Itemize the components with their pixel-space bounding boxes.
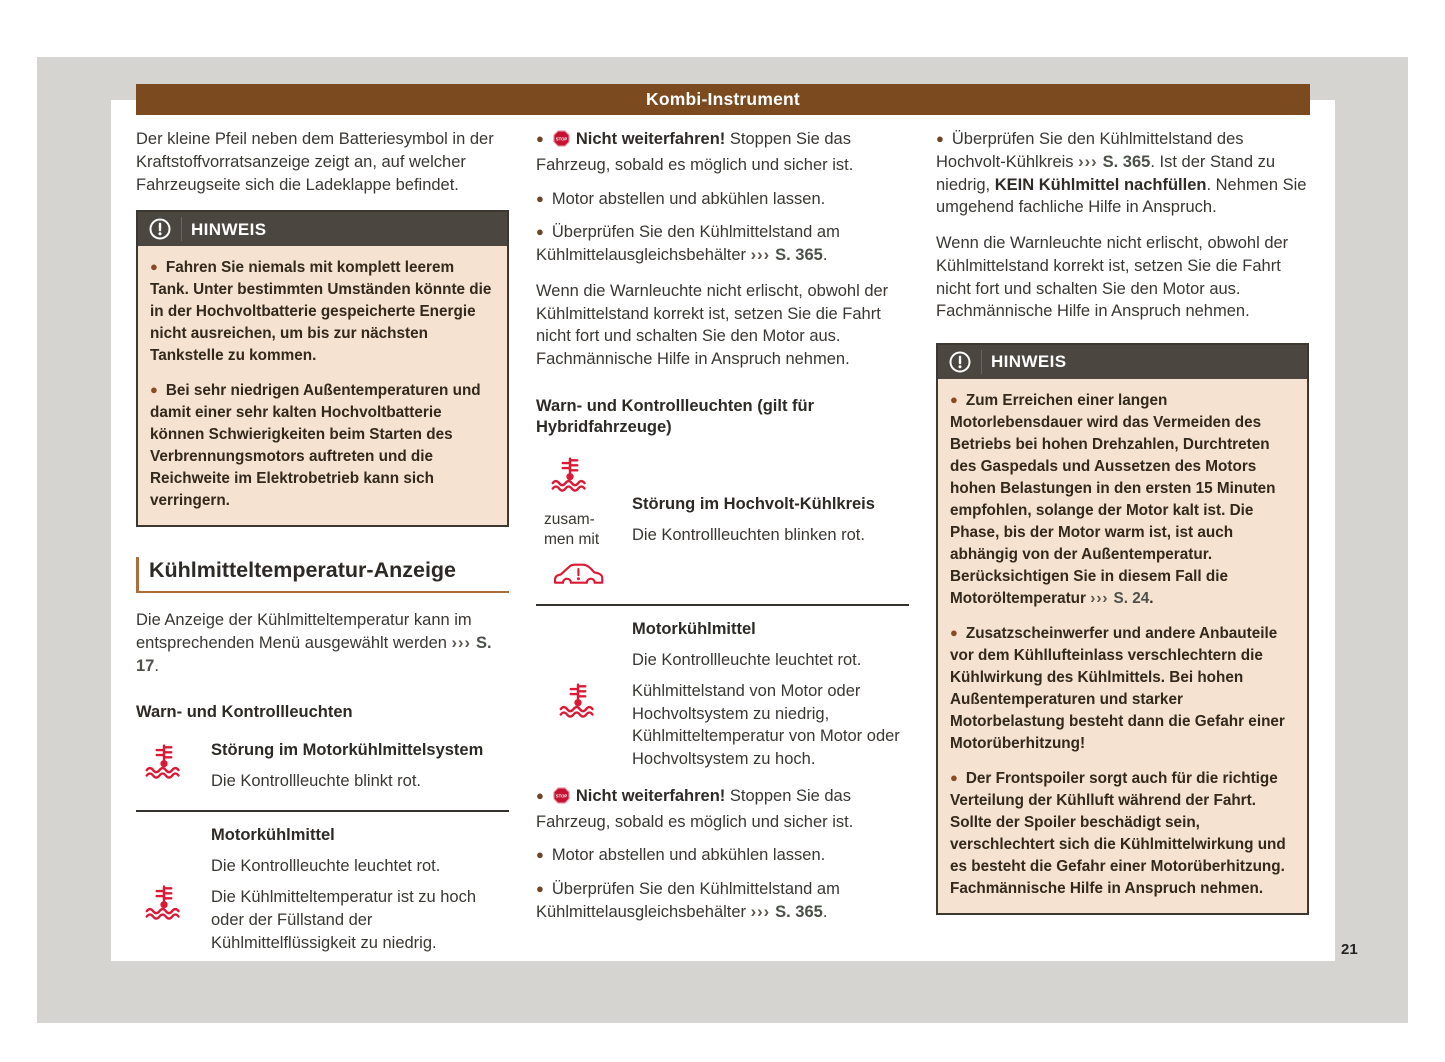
hinweis-body [938,379,1307,913]
hinweis-title: HINWEIS [191,219,267,239]
hinweis-item-text: Fahren Sie niemals mit komplett leerem Tank. Unter bestimmten Umständen könnte die in der Hochvoltbatterie gespeicherte Energie nicht ausreichen, um bis zur nächsten Tankstelle zu kommen. [150,259,492,365]
warning-paragraph: Wenn die Warnleuchte nicht erlischt, obwohl der Kühlmittelstand korrekt ist, setzen Sie die Fahrt nicht fort und schalten Sie den Motor aus. Fachmännische Hilfe in Anspruch nehmen. [936,234,1289,321]
warning-light-row [136,739,509,801]
hinweis-header [938,345,1307,379]
check-hv-mid: . Ist der Stand zu niedrig, [936,152,1276,194]
circled-exclamation-icon [948,350,982,374]
warning-light-row [136,824,509,962]
check-hv-text: Überprüfen Sie den Kühlmittelstand des Hochvolt-Kühlkreis [936,130,1244,171]
sentence-end: . [154,656,159,675]
action-bullet-check [536,878,909,924]
warning-lights-heading: Warn- und Kontrollleuchten [136,703,353,722]
stop-sign-icon [553,790,570,808]
action-bullet-cooldown [536,188,909,211]
stop-warning-rest: Stoppen Sie das Fahrzeug, sobald es möglich und sicher ist. [536,130,854,174]
column-right [936,128,1309,915]
warning-light-desc: Die Kontrollleuchte blinkt rot. [211,771,422,790]
bullet-icon: ● [950,625,958,641]
page-number: 21 [1341,941,1358,958]
hinweis-item [150,257,495,367]
page-ref-link-s365[interactable]: S. 365 [775,902,823,921]
warning-light-desc: Die Kontrollleuchte leuchtet rot. [211,857,441,876]
sentence-end: . [1149,590,1154,608]
cross-ref-chevrons: ››› [1090,590,1109,608]
cross-ref-chevrons: ››› [750,246,771,265]
warning-light-desc: Die Kontrollleuchte leuchtet rot. [632,651,862,670]
hinweis-item [950,390,1295,610]
chapter-header-bar [136,84,1310,115]
action-bullet-stop [536,128,909,177]
section-intro-paragraph [136,609,509,677]
check-hv-end: . Nehmen Sie umgehend fachliche Hilfe in Anspruch. [936,175,1307,217]
hinweis-header [138,212,507,246]
bullet-icon: ● [150,259,158,275]
check-hv-coolant-bullet [936,128,1309,219]
no-refill-bold: KEIN Kühlmittel nachfüllen [994,175,1207,194]
bullet-icon: ● [936,131,944,146]
stop-warning-rest: Stoppen Sie das Fahrzeug, sobald es möglich und sicher ist. [536,786,854,831]
column-middle [536,128,909,935]
warning-light-desc: Die Kühlmitteltemperatur ist zu hoch oder der Füllstand der Kühlmittelflüssigkeit zu niedrig. [211,887,477,952]
hinweis-item-text: Zusatzscheinwerfer und andere Anbauteile vor dem Kühllufteinlass verschlechtern die Kühlwirkung des Kühlmittels. Bei hohen Außentemperaturen und starker Motorbelastung besteht dann die Gefahr einer Motorüberhitzung! [950,625,1285,753]
car-warning-icon [550,558,614,594]
action-bullet-cooldown [536,844,909,867]
circled-exclamation-icon [148,217,182,241]
bullet-icon: ● [950,392,958,408]
hinweis-item-text: Bei sehr niedrigen Außentemperaturen und damit einer sehr kalten Hochvoltbatterie können Schwierigkeiten beim Starten des Verbrennungsmotors auftreten und die Reichweite im Elektrobetrieb kann sich verringern. [150,382,481,510]
bullet-icon: ● [536,131,544,146]
stop-warning-bold: Nicht weiterfahren! [575,786,726,805]
bullet-icon: ● [536,881,544,897]
chapter-title: Kombi-Instrument [646,89,800,109]
sentence-end: . [822,902,828,921]
hinweis-body [138,246,507,525]
page-ref-link-s365[interactable]: S. 365 [775,246,823,265]
stop-sign-icon [553,133,570,151]
cross-ref-chevrons: ››› [1078,152,1098,171]
coolant-warning-icon [136,824,211,962]
cross-ref-chevrons: ››› [451,633,472,652]
warning-light-info [211,824,509,962]
cross-ref-chevrons: ››› [750,902,771,921]
stop-warning-bold: Nicht weiterfahren! [575,130,726,148]
cooldown-text: Motor abstellen und abkühlen lassen. [551,846,826,865]
hybrid-warning-lights-heading: Warn- und Kontrollleuchten (gilt für Hybridfahrzeuge) [536,396,815,437]
hybrid-warning-light-row [536,454,909,595]
intro-paragraph: Der kleine Pfeil neben dem Batteriesymbol in der Kraftstoffvorratsanzeige zeigt an, auf welcher Fahrzeugseite sich die Ladeklappe befindet. [136,130,494,194]
warning-paragraph: Wenn die Warnleuchte nicht erlischt, obwohl der Kühlmittelstand korrekt ist, setzen Sie die Fahrt nicht fort und schalten Sie den Motor aus. Fachmännische Hilfe in Anspruch nehmen. [536,281,889,369]
bullet-icon: ● [536,224,544,240]
section-heading-coolant-gauge: Kühlmitteltemperatur-Anzeige [136,557,509,593]
warning-light-info [632,493,909,555]
coolant-warning-icon [136,739,211,801]
hinweis-box-left [136,210,509,527]
hinweis-item-text: Zum Erreichen einer langen Motorlebensdauer wird das Vermeiden des Betriebs bei hohen Drehzahlen, Durchtreten des Gaspedals und Aussetzen des Motors hohen Belastungen in den ersten 15 Minuten empfohlen, solange der Motor kalt ist. Die Phase, bis der Motor warm ist, ist auch abhängig von der Außentemperatur. Berücksichtigen Sie in diesem Fall die Motoröltemperatur [950,392,1276,608]
warning-light-title: Motorkühlmittel [211,826,335,845]
warning-light-title: Störung im Motorkühlmittelsystem [211,740,484,759]
hinweis-item [950,768,1295,900]
hinweis-item [950,623,1295,755]
hinweis-box-right [936,343,1309,915]
warning-light-title: Störung im Hochvolt-Kühlkreis [632,495,875,514]
bullet-icon: ● [536,847,544,863]
column-left [136,128,509,962]
warning-light-row [536,618,909,779]
bullet-icon: ● [536,190,544,206]
warning-light-info [211,739,509,801]
bullet-icon: ● [150,382,158,398]
combined-indicator-stack [536,454,614,595]
coolant-warning-icon [550,454,614,500]
section-intro-text: Die Anzeige der Kühlmitteltemperatur kann im entsprechenden Menü ausgewählt werden [136,611,472,652]
page-ref-link-s17[interactable]: S. 17 [136,633,492,675]
warning-light-info [632,618,909,779]
hinweis-item [150,380,495,512]
page-ref-link-s24[interactable]: S. 24 [1113,590,1150,608]
check-text: Überprüfen Sie den Kühlmittelstand am Kühlmittelausgleichsbehälter [536,880,840,921]
cooldown-text: Motor abstellen und abkühlen lassen. [551,189,826,208]
sentence-end: . [822,246,828,265]
bullet-icon: ● [536,787,544,803]
warning-light-title: Motorkühlmittel [632,620,756,639]
hinweis-item-text: Der Frontspoiler sorgt auch für die richtige Verteilung der Kühlluft während der Fahrt. Sollte der Spoiler beschädigt sein, verschlechtert sich die Kühlmittelwirkung und es besteht die Gefahr einer Motorüberhitzung. Fachmännische Hilfe in Anspruch nehmen. [950,770,1286,898]
action-bullet-check [536,221,909,267]
coolant-warning-icon [536,618,632,779]
warning-light-desc: Die Kontrollleuchten blinken rot. [632,526,865,545]
warning-light-desc: Kühlmittelstand von Motor oder Hochvoltsystem zu niedrig, Kühlmitteltemperatur von Motor oder Hochvoltsystem zu hoch. [632,681,900,769]
bullet-icon: ● [950,770,958,786]
together-with-label: zusam-men mit [544,510,600,549]
row-divider [136,810,509,812]
check-text: Überprüfen Sie den Kühlmittelstand am Kühlmittelausgleichsbehälter [536,223,840,265]
row-divider [536,604,909,606]
action-bullet-stop [536,785,909,834]
hinweis-title: HINWEIS [991,352,1067,372]
page-ref-link-s365[interactable]: S. 365 [1102,152,1151,171]
